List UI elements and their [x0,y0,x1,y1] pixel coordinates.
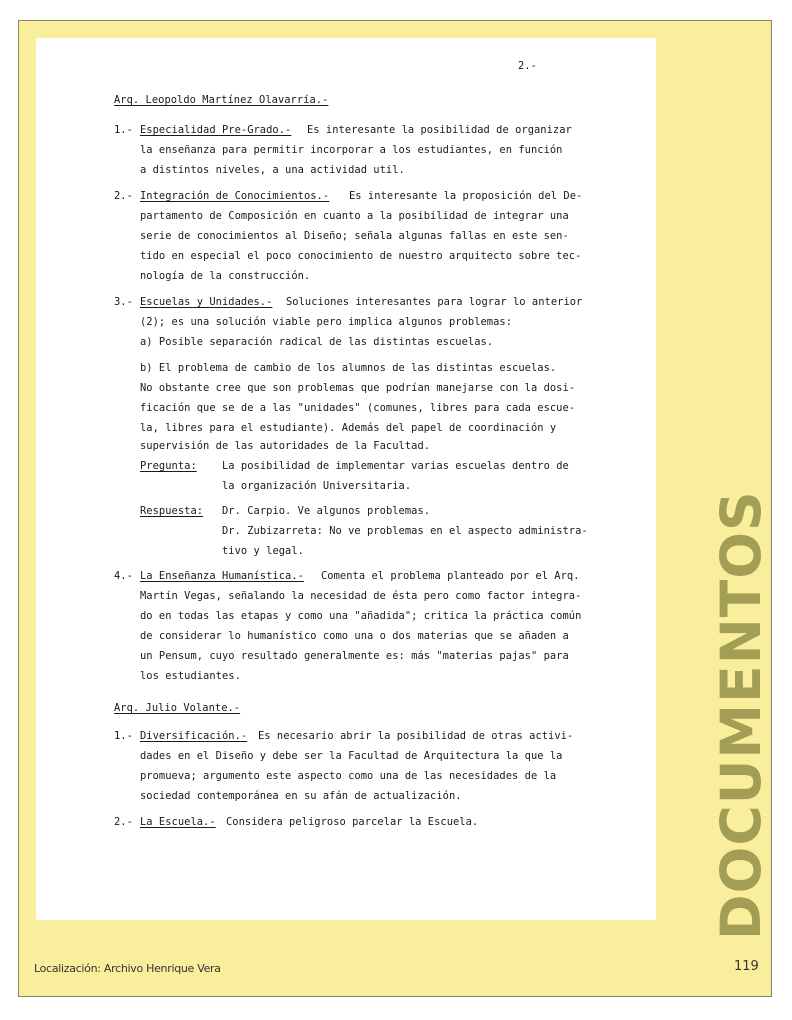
item-text-line: la, libres para el estudiante). Además del papel de coordinación y [140,422,557,434]
footer-page-number: 119 [734,959,759,974]
answer-text-line: Dr. Zubizarreta: No ve problemas en el aspecto administra- [222,525,588,537]
document-page-number: 2.- [518,60,537,72]
item-number: 2.- [114,816,133,828]
item-title: Diversificación.- [140,730,248,742]
document-sheet [36,38,656,920]
item-number: 3.- [114,296,133,308]
answer-text-line: tivo y legal. [222,545,304,557]
item-title: Especialidad Pre-Grado.- [140,124,292,136]
item-text-line: los estudiantes. [140,670,241,682]
item-text-line: Comenta el problema planteado por el Arq. [321,570,580,582]
item-number: 1.- [114,730,133,742]
item-text-line: a distintos niveles, a una actividad util. [140,164,405,176]
documentos-side-label: DOCUMENTOS [709,490,773,940]
item-text-line: un Pensum, cuyo resultado generalmente es: más "materias pajas" para [140,650,569,662]
item-text-line: a) Posible separación radical de las distintas escuelas. [140,336,494,348]
item-text-line: de considerar lo humanístico como una o dos materias que se añaden a [140,630,569,642]
speaker-name: Arq. Julio Volante.- [114,702,241,714]
item-text-line: tido en especial el poco conocimiento de nuestro arquitecto sobre tec- [140,250,582,262]
answer-label: Respuesta: [140,505,204,517]
item-text-line: promueva; argumento este aspecto como una de las necesidades de la [140,770,557,782]
item-text-line: Es interesante la posibilidad de organizar [307,124,572,136]
item-number: 4.- [114,570,133,582]
item-text-line: ficación que se de a las "unidades" (comunes, libres para cada escue- [140,402,576,414]
item-number: 1.- [114,124,133,136]
item-text-line: Soluciones interesantes para lograr lo anterior [286,296,583,308]
item-text-line: b) El problema de cambio de los alumnos de las distintas escuelas. [140,362,557,374]
item-title: Integración de Conocimientos.- [140,190,330,202]
item-text-line: sociedad contemporánea en su afán de actualización. [140,790,462,802]
item-title: La Enseñanza Humanística.- [140,570,304,582]
question-text-line: La posibilidad de implementar varias escuelas dentro de [222,460,569,472]
item-title: La Escuela.- [140,816,216,828]
item-text-line: Es interesante la proposición del De- [349,190,583,202]
item-text-line: Es necesario abrir la posibilidad de otras activi- [258,730,574,742]
speaker-name: Arq. Leopoldo Martínez Olavarría.- [114,94,329,106]
item-text-line: dades en el Diseño y debe ser la Facultad de Arquitectura la que la [140,750,563,762]
item-text-line: la enseñanza para permitir incorporar a los estudiantes, en función [140,144,563,156]
item-text-line: No obstante cree que son problemas que podrían manejarse con la dosi- [140,382,576,394]
item-text-line: partamento de Composición en cuanto a la posibilidad de integrar una [140,210,569,222]
footer-location: Localización: Archivo Henrique Vera [34,962,221,975]
item-text-line: (2); es una solución viable pero implica algunos problemas: [140,316,513,328]
item-text-line: Martín Vegas, señalando la necesidad de ésta pero como factor integra- [140,590,582,602]
question-label: Pregunta: [140,460,197,472]
item-text-line: serie de conocimientos al Diseño; señala algunas fallas en este sen- [140,230,569,242]
item-text-line: supervisión de las autoridades de la Facultad. [140,440,431,452]
item-text-line: do en todas las etapas y como una "añadida"; critica la práctica común [140,610,582,622]
item-text-line: nología de la construcción. [140,270,311,282]
answer-text-line: Dr. Carpio. Ve algunos problemas. [222,505,431,517]
item-title: Escuelas y Unidades.- [140,296,273,308]
item-text-line: Considera peligroso parcelar la Escuela. [226,816,479,828]
item-number: 2.- [114,190,133,202]
question-text-line: la organización Universitaria. [222,480,412,492]
